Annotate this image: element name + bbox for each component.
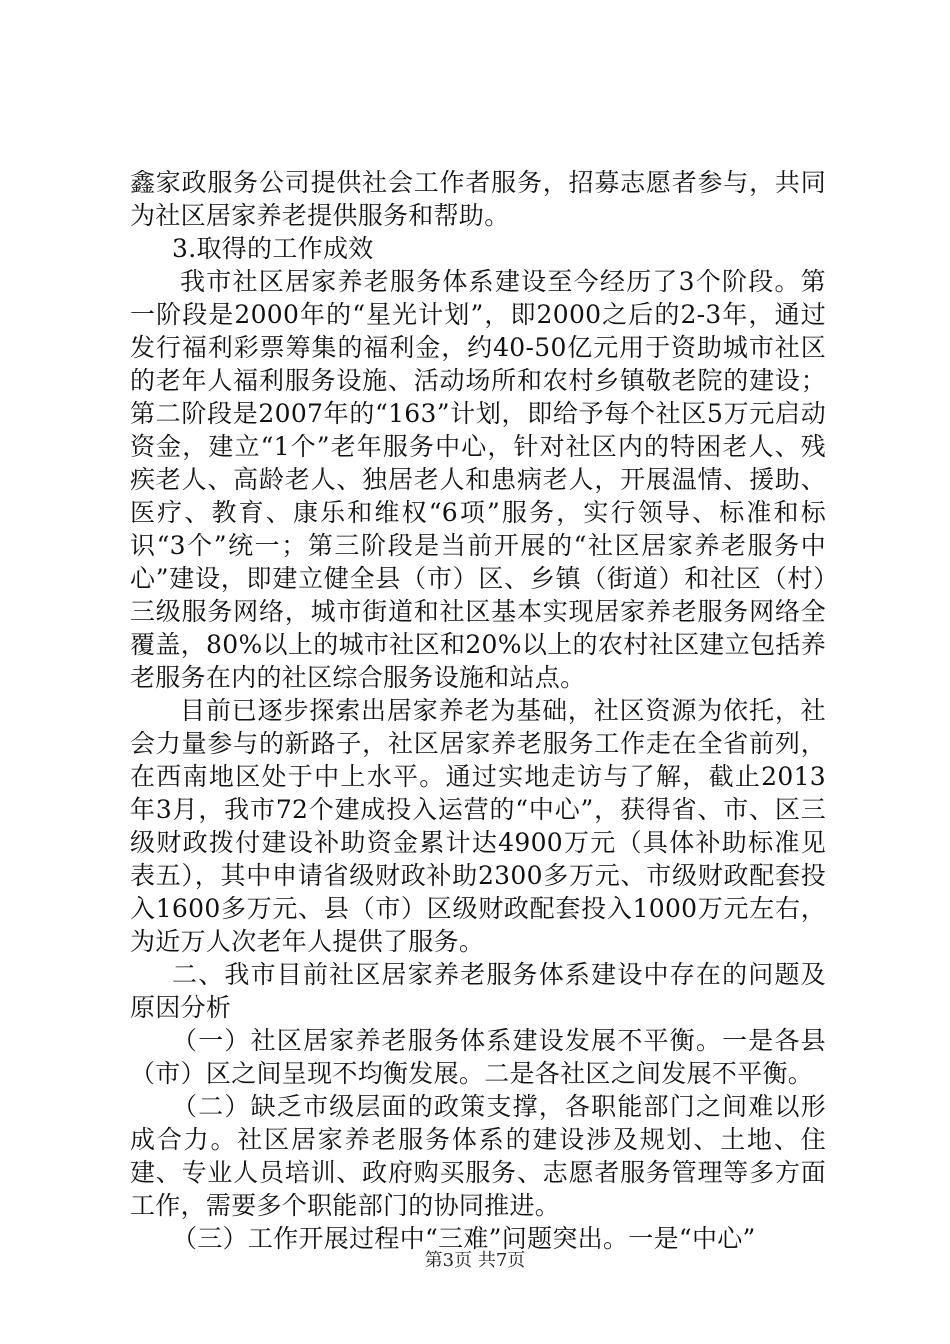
section-subheading: 3.取得的工作成效: [172, 234, 374, 263]
section-heading-problems: 二、我市目前社区居家养老服务体系建设中存在的问题及原因分析: [130, 960, 826, 1022]
page-number-footer: 第3页 共7页: [424, 1250, 526, 1271]
paragraph-continuation: 鑫家政服务公司提供社会工作者服务，招募志愿者参与，共同为社区居家养老提供服务和帮助。: [130, 168, 826, 230]
paragraph-problem-1: （一）社区居家养老服务体系建设发展不平衡。一是各县（市）区之间呈现不均衡发展。二是各社区之间发展不平衡。: [130, 1026, 826, 1088]
paragraph-current-status: 目前已逐步探索出居家养老为基础，社区资源为依托，社会力量参与的新路子，社区居家养老服务工作走在全省前列，在西南地区处于中上水平。通过实地走访与了解，截止2013年3月，我市72个建成投入运营的“中心”，获得省、市、区三级财政拨付建设补助资金累计达4900万元（具体补助标准见表五），其中申请省级财政补助2300多万元、市级财政配套投入1600多万元、县（市）区级财政配套投入1000万元左右，为近万人次老年人提供了服务。: [130, 696, 826, 956]
paragraph-problem-3: （三）工作开展过程中“三难”问题突出。一是“中心”: [172, 1224, 756, 1253]
document-body: [130, 166, 826, 1255]
paragraph-problem-2: （二）缺乏市级层面的政策支撑，各职能部门之间难以形成合力。社区居家养老服务体系的建设涉及规划、土地、住建、专业人员培训、政府购买服务、志愿者服务管理等多方面工作，需要多个职能部门的协同推进。: [130, 1092, 826, 1220]
paragraph-stages: 我市社区居家养老服务体系建设至今经历了3个阶段。第一阶段是2000年的“星光计划”，即2000之后的2-3年，通过发行福利彩票筹集的福利金，约40-50亿元用于资助城市社区的老年人福利服务设施、活动场所和农村乡镇敬老院的建设；第二阶段是2007年的“163”计划，即给予每个社区5万元启动资金，建立“1个”老年服务中心，针对社区内的特困老人、残疾老人、高龄老人、独居老人和患病老人，开展温情、援助、医疗、教育、康乐和维权“6项”服务，实行领导、标准和标识“3个”统一；第三阶段是当前开展的“社区居家养老服务中心”建设，即建立健全县（市）区、乡镇（街道）和社区（村）三级服务网络，城市街道和社区基本实现居家养老服务网络全覆盖，80%以上的城市社区和20%以上的农村社区建立包括养老服务在内的社区综合服务设施和站点。: [130, 267, 826, 692]
